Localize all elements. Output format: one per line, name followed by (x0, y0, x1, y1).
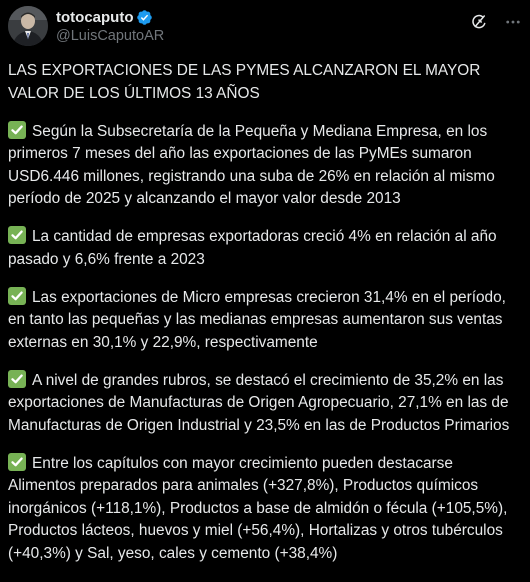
paragraph-text: Entre los capítulos con mayor crecimiento pueden destacarse Alimentos preparados para animales (+327,8%), Productos químicos inorgánicos (+118,1%), Productos a base de almidón o fécula (+105,5%), Productos lácteos, huevos y miel (+56,4%), Hortalizas y otros tubérculos (+40,3%) y Sal, yeso, cales y cemento (+38,4%) (8, 454, 508, 562)
paragraph-text: La cantidad de empresas exportadoras creció 4% en relación al año pasado y 6,6% frente a 2023 (8, 228, 497, 268)
post-paragraph (8, 453, 522, 566)
post-paragraph (8, 121, 522, 211)
post-paragraph (8, 226, 522, 271)
paragraph-text: Según la Subsecretaría de la Pequeña y Mediana Empresa, en los primeros 7 meses del año las exportaciones de las PyMEs sumaron USD6.446 millones, registrando una suba de 26% en relación al mismo período de 2025 y alcanzando el mayor valor desde 2013 (8, 122, 495, 207)
post-headline: LAS EXPORTACIONES DE LAS PYMES ALCANZARON EL MAYOR VALOR DE LOS ÚLTIMOS 13 AÑOS (8, 62, 481, 102)
more-dots-icon (504, 13, 522, 31)
post-text (8, 60, 522, 581)
check-mark-icon (8, 121, 26, 139)
post-paragraph (8, 370, 522, 438)
check-mark-icon (8, 370, 26, 388)
post-header (8, 6, 530, 46)
grok-button[interactable] (468, 11, 490, 33)
author-handle[interactable]: @LuisCaputoAR (56, 28, 165, 44)
paragraph-text: A nivel de grandes rubros, se destacó el crecimiento de 35,2% en las exportaciones de Manufacturas de Origen Agropecuario, 27,1% en las de Manufacturas de Origen Industrial y 23,5% en las de Productos Primarios (8, 371, 510, 434)
author-names (56, 8, 164, 44)
verified-badge-icon (136, 9, 153, 26)
display-name-row (56, 8, 164, 27)
check-mark-icon (8, 226, 26, 244)
post-paragraph (8, 287, 522, 355)
check-mark-icon (8, 453, 26, 471)
more-options-button[interactable] (502, 11, 524, 33)
avatar[interactable] (8, 6, 48, 46)
display-name[interactable]: totocaputo (56, 9, 134, 26)
check-mark-icon (8, 287, 26, 305)
grok-icon (470, 13, 488, 31)
paragraph-text: Las exportaciones de Micro empresas crecieron 31,4% en el período, en tanto las pequeñas y las medianas empresas aumentaron sus ventas externas en 30,1% y 22,9%, respectivamente (8, 288, 506, 351)
avatar-image (8, 6, 48, 46)
